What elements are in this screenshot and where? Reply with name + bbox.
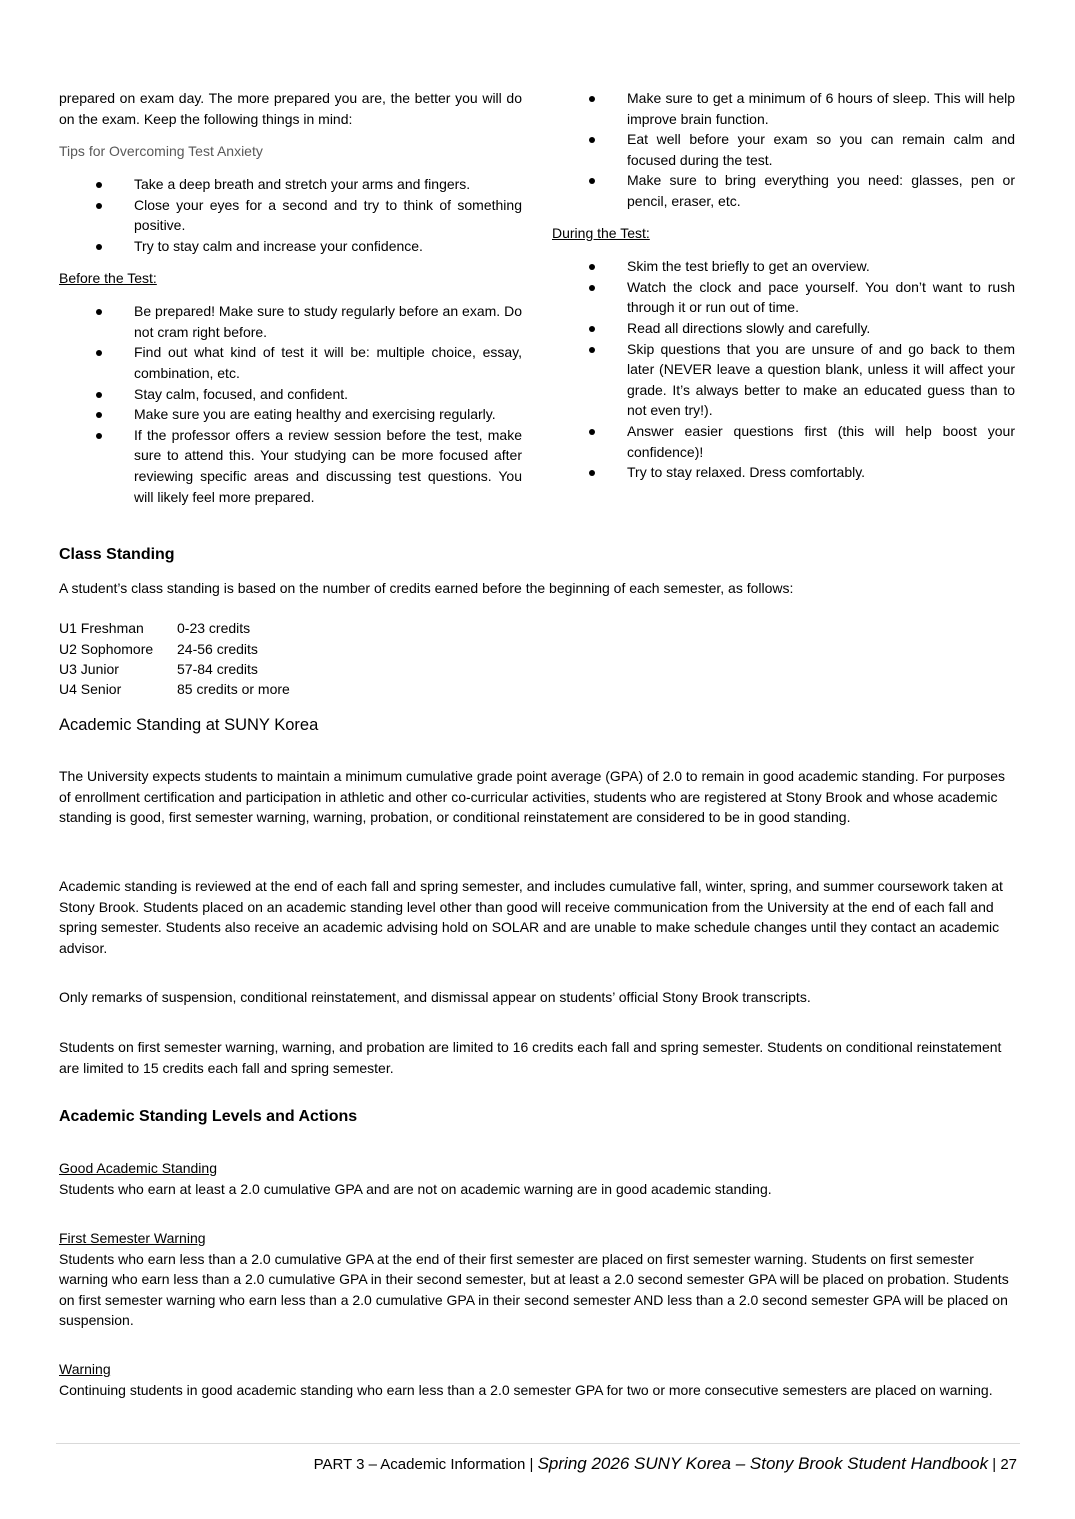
list-item: If the professor offers a review session before the test, make sure to attend this. Your studying can be more focused after reviewing specific areas and discussing test questions. You will likely feel more prepared. [59,425,522,507]
bullet-icon [589,178,595,184]
footer-part: PART 3 – Academic Information [313,1456,526,1473]
page-number: 27 [1000,1456,1017,1473]
bullet-icon [96,392,102,398]
level-title: First Semester Warning [59,1230,206,1246]
bullet-icon [589,326,595,332]
list-item: Stay calm, focused, and confident. [59,384,522,405]
academic-standing-heading: Academic Standing at SUNY Korea [59,716,319,734]
table-row: U3 Junior 57-84 credits [59,660,258,677]
during-test-list [552,256,1015,483]
class-standing-table [59,618,1017,700]
level-text: Continuing students in good academic standing who earn less than a 2.0 semester GPA for two or more consecutive semesters are placed on warning. [59,1381,993,1398]
list-item: Make sure you are eating healthy and exercising regularly. [59,404,522,425]
list-item: Make sure to get a minimum of 6 hours of sleep. This will help improve brain function. [552,88,1015,129]
bullet-icon [589,96,595,102]
level-first-semester-warning [59,1228,1017,1331]
tips-heading: Tips for Overcoming Test Anxiety [59,143,263,160]
level-good-standing [59,1158,1017,1199]
class-standing-intro: A student’s class standing is based on the number of credits earned before the beginning of each semester, as follows: [59,579,794,596]
footer-divider [56,1443,1020,1444]
before-test-list [59,301,522,507]
bullet-icon [96,244,102,250]
during-test-heading: During the Test: [552,224,650,241]
tips-list [59,174,522,256]
academic-standing-paragraph: Academic standing is reviewed at the end of each fall and spring semester, and includes cumulative fall, winter, spring, and summer coursework taken at Stony Brook. Students placed on an academic standing level other than good will receive communication from the University at the end of each fall and spring semester. Students also receive an academic advising hold on SOLAR and are unable to make schedule changes until they contact an academic advisor. [59,878,1003,956]
left-column [59,88,522,507]
bullet-icon [589,347,595,353]
bullet-icon [96,203,102,209]
level-title: Warning [59,1361,111,1377]
list-item: Try to stay calm and increase your confidence. [59,236,522,257]
standing-levels-heading: Academic Standing Levels and Actions [59,1108,358,1125]
table-row: U2 Sophomore 24-56 credits [59,640,258,657]
bullet-icon [589,137,595,143]
footer-separator: | [988,1456,1001,1473]
bullet-icon [589,285,595,291]
list-item: Read all directions slowly and carefully. [552,318,1015,339]
list-item: Make sure to bring everything you need: glasses, pen or pencil, eraser, etc. [552,170,1015,211]
academic-standing-paragraph: The University expects students to maintain a minimum cumulative grade point average (GPA) of 2.0 to remain in good academic standing. For purposes of enrollment certification and participation in athletic and other co-curricular activities, students who are registered at Stony Brook and whose academic standing is good, first semester warning, warning, probation, or conditional reinstatement are considered to be in good standing. [59,768,1005,826]
list-item: Skip questions that you are unsure of and go back to them later (NEVER leave a question blank, unless it will affect your grade. It’s always better to make an educated guess than to not even try!). [552,339,1015,421]
list-item: Eat well before your exam so you can remain calm and focused during the test. [552,129,1015,170]
bullet-icon [589,470,595,476]
list-item: Be prepared! Make sure to study regularly before an exam. Do not cram right before. [59,301,522,342]
class-standing-section [59,545,1017,700]
level-text: Students who earn at least a 2.0 cumulative GPA and are not on academic warning are in good academic standing. [59,1180,772,1197]
academic-standing-paragraph: Only remarks of suspension, conditional reinstatement, and dismissal appear on students’ official Stony Brook transcripts. [59,989,811,1005]
page-footer [314,1454,1017,1474]
bullet-icon [96,350,102,356]
table-row: U4 Senior 85 credits or more [59,681,290,698]
list-item: Close your eyes for a second and try to think of something positive. [59,195,522,236]
list-item: Take a deep breath and stretch your arms and fingers. [59,174,522,195]
bullet-icon [589,264,595,270]
level-title: Good Academic Standing [59,1160,217,1176]
list-item: Find out what kind of test it will be: multiple choice, essay, combination, etc. [59,342,522,383]
list-item: Answer easier questions first (this will help boost your confidence)! [552,421,1015,462]
list-item: Try to stay relaxed. Dress comfortably. [552,462,1015,483]
footer-handbook-title: Spring 2026 SUNY Korea – Stony Brook Student Handbook [537,1454,989,1473]
bullet-icon [96,433,102,439]
list-item: Skim the test briefly to get an overview. [552,256,1015,277]
list-item: Watch the clock and pace yourself. You don’t want to rush through it or run out of time. [552,277,1015,318]
bullet-icon [589,429,595,435]
before-test-list-continued [552,88,1015,212]
before-test-heading: Before the Test: [59,269,157,286]
class-standing-heading: Class Standing [59,546,175,563]
bullet-icon [96,309,102,315]
footer-separator: | [525,1456,538,1473]
bullet-icon [96,182,102,188]
level-warning [59,1359,1017,1400]
table-row: U1 Freshman 0-23 credits [59,620,251,637]
bullet-icon [96,412,102,418]
right-column [552,88,1015,483]
intro-paragraph: prepared on exam day. The more prepared you are, the better you will do on the exam. Keep the following things in mind: [59,90,522,127]
academic-standing-paragraph: Students on first semester warning, warning, and probation are limited to 16 credits each fall and spring semester. Students on conditional reinstatement are limited to 15 credits each fall and spring semester. [59,1039,1002,1076]
level-text: Students who earn less than a 2.0 cumulative GPA at the end of their first semester are placed on first semester warning. Students on first semester warning who earn less than a 2.0 cumulative GPA in their second semester, but at least a 2.0 second semester GPA will be placed on probation. Students on first semester warning who earn less than a 2.0 cumulative GPA in their second semester AND less than a 2.0 second semester GPA will be placed on suspension. [59,1250,1009,1329]
